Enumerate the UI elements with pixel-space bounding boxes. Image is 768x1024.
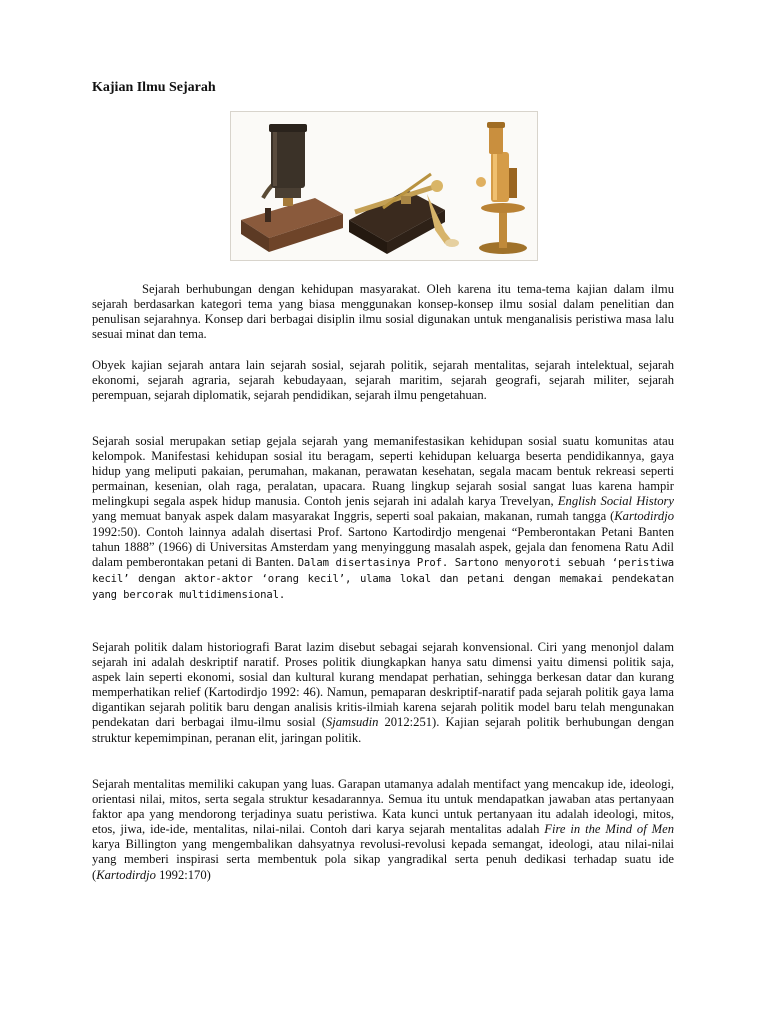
paragraph-political-history-text: 2012:251). Kajian sejarah politik berhubungan dengan struktur kepemimpinan, peranan elit, jaringan politik. bbox=[92, 715, 674, 745]
paragraph-political-history bbox=[92, 640, 674, 746]
microscopes-illustration bbox=[231, 112, 537, 260]
book-title-fire-in-the-mind-of-men: Fire in the Mind of Men bbox=[544, 822, 674, 837]
paragraph-intro bbox=[92, 282, 674, 342]
paragraph-social-history-text: yang memuat banyak aspek dalam masyarakat Inggris, seperti soal pakaian, makanan, rumah tangga ( bbox=[92, 509, 615, 524]
paragraph-political-history-text: Sejarah politik dalam historiografi Barat lazim disebut sebagai sejarah konvensional. Ciri yang menonjol dalam sejarah ini adalah deskriptif naratif. Proses politik diungkapkan hanya satu dimensi yaitu dimensi politik saja, aspek lain seperti ekonomi, sosial dan kultural kurang mendapat perhatian, sehingga berkesan datar dan kurang memperhatikan relief (Kartodirdjo 1992: 46). Namun, pemaparan deskriptif-naratif pada sejarah politik gaya lama digantikan sejarah politik baru dengan analisis kritis-ilmiah karena sejarah politik model baru telah mengunakan pendekatan dari berbagai ilmu-ilmu sosial ( bbox=[92, 640, 674, 730]
paragraph-objects bbox=[92, 358, 674, 403]
brass-microscope-illustration bbox=[476, 122, 527, 254]
paragraph-objects-text: Obyek kajian sejarah antara lain sejarah sosial, sejarah politik, sejarah mentalitas, sejarah intelektual, sejarah ekonomi, sejarah agraria, sejarah kebudayaan, sejarah maritim, sejarah geografi, sejarah militer, sejarah perempuan, sejarah diplomatik, sejarah pendidikan, sejarah ilmu pengetahuan. bbox=[92, 358, 674, 403]
paragraph-intro-text: Sejarah berhubungan dengan kehidupan masyarakat. Oleh karena itu tema-tema kajian dalam ilmu sejarah berdasarkan kategori tema yang biasa menggunakan konsep-konsep ilmu sosial dalam penelitian dan penulisan sejarahnya. Konsep dari berbagai disiplin ilmu sosial digunakan untuk menganalisis peristiwa masa lalu sesuai minat dan tema. bbox=[92, 282, 674, 342]
page-title: Kajian Ilmu Sejarah bbox=[92, 80, 216, 95]
microscopes-figure bbox=[230, 111, 538, 261]
citation-author: Sjamsudin bbox=[325, 715, 379, 730]
case-microscope-illustration bbox=[349, 174, 459, 254]
paragraph-social-history bbox=[92, 434, 674, 603]
paragraph-mentality-history-text: karya Billington yang mengembalikan dahsyatnya revolusi-revolusi kepada semangat, ideologi, atau nilai-nilai yang memberi inspirasi serta membentuk pola sikap yangradikal serta penuh dedikasi terhadap suatu ide ( bbox=[92, 837, 674, 882]
paragraph-mentality-history-text: 1992:170) bbox=[155, 867, 211, 882]
box-microscope-illustration bbox=[241, 124, 343, 252]
citation-author: Kartodirdjo bbox=[614, 509, 674, 524]
citation-author: Kartodirdjo bbox=[96, 867, 156, 882]
paragraph-social-history-text: Sejarah sosial merupakan setiap gejala sejarah yang memanifestasikan kehidupan sosial suatu komunitas atau kelompok. Manifestasi kehidupan sosial itu beragam, seperti kehidupan keluarga beserta pendidikannya, gaya hidup yang meliputi pakaian, perumahan, makanan, perawatan kesehatan, segala macam bentuk rekreasi seperti permainan, kesenian, olah raga, peralatan, upacara. Ruang lingkup sejarah sosial sangat luas karena hampir melingkupi segala aspek hidup manusia. Contoh jenis sejarah ini adalah karya Trevelyan, bbox=[92, 434, 674, 509]
paragraph-social-history-text: Dalam disertasinya Prof. Sartono menyoroti sebuah ‘peristiwa kecil’ dengan aktor-aktor ‘orang kecil’, ulama lokal dan petani dengan memakai pendekatan yang bercorak multidimensional. bbox=[92, 556, 674, 601]
paragraph-mentality-history-text: Sejarah mentalitas memiliki cakupan yang luas. Garapan utamanya adalah mentifact yang mencakup ide, ideologi, orientasi nilai, mitos, serta segala struktur kesadarannya. Semua itu untuk mendapatkan jawaban atas pertanyaan faktor apa yang mendorong terjadinya suatu peristiwa. Kata kunci untuk pertanyaan itu adalah ideologi, mitos, etos, jiwa, ide-ide, mentalitas, nilai-nilai. Contoh dari karya sejarah mentalitas adalah bbox=[92, 777, 674, 837]
paragraph-mentality-history bbox=[92, 777, 674, 883]
book-title-english-social-history: English Social History bbox=[557, 494, 674, 509]
paragraph-social-history-text: 1992:50). Contoh lainnya adalah disertasi Prof. Sartono Kartodirdjo mengenai “Pemberontakan Petani Banten tahun 1888” (1966) di Universitas Amsterdam yang menyinggung masalah aspek, gejala dan fenomena Ratu Adil dalam pemberontakan petani di Banten. bbox=[92, 524, 674, 569]
